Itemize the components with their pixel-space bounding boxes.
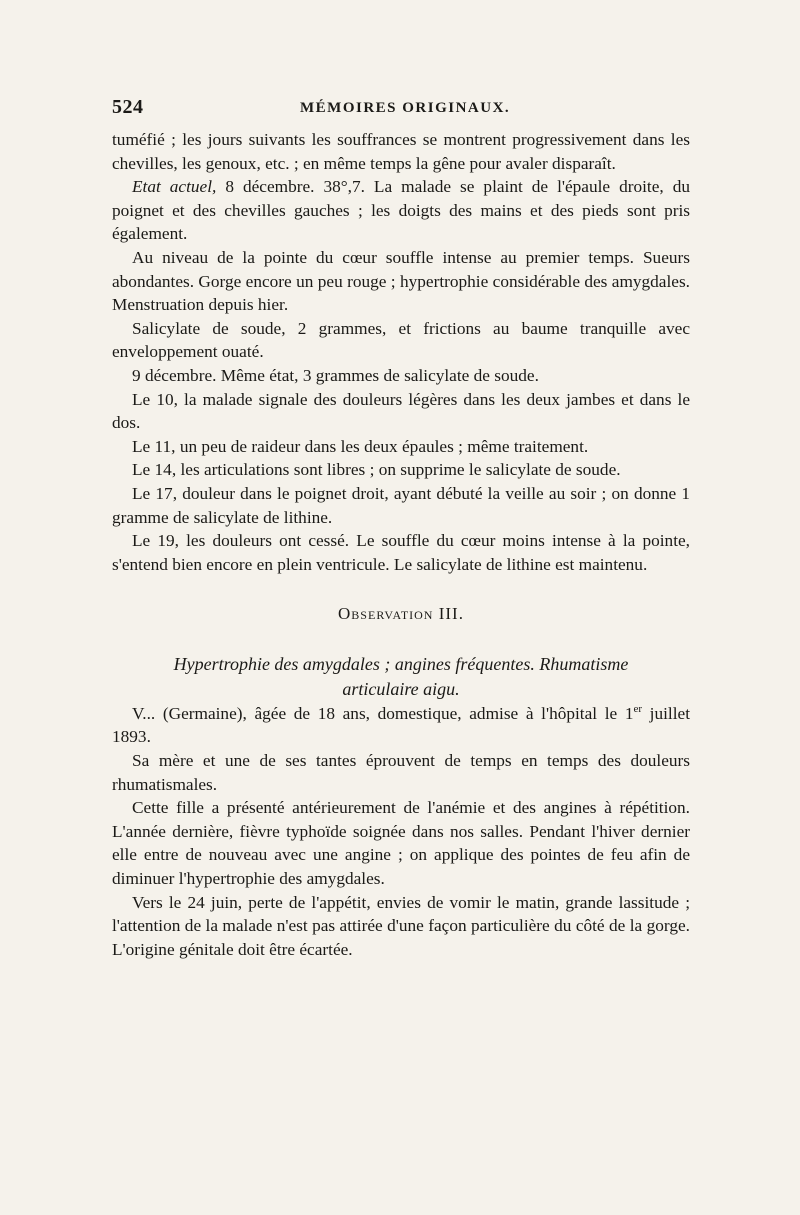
italic-lead: Etat actuel, — [132, 177, 217, 197]
paragraph — [112, 175, 690, 246]
superscript: er — [633, 703, 643, 716]
paragraph: Salicylate de soude, 2 grammes, et frictions au baume tranquille avec enveloppement ouaté. — [112, 318, 690, 362]
page-body — [112, 128, 690, 961]
paragraph: Le 17, douleur dans le poignet droit, ayant débuté la veille au soir ; on donne 1 gramme de salicylate de lithine. — [112, 483, 690, 527]
paragraph: Le 14, les articulations sont libres ; on supprime le salicylate de soude. — [132, 460, 621, 480]
paragraph: Cette fille a présenté antérieurement de l'anémie et des angines à répétition. L'année dernière, fièvre typhoïde soignée dans nos salles. Pendant l'hiver dernier elle entre de nouveau avec une angine ; on applique des pointes de feu afin de diminuer l'hypertrophie des amygdales. — [112, 798, 690, 889]
observation-subtitle — [112, 652, 690, 702]
running-title: MÉMOIRES ORIGINAUX. — [300, 100, 511, 116]
subtitle-line-1: Hypertrophie des amygdales ; angines fréquentes. Rhumatisme — [173, 653, 629, 674]
paragraph: Le 10, la malade signale des douleurs légères dans les deux jambes et dans le dos. — [112, 389, 690, 433]
paragraph-text: juillet 1893. — [112, 703, 690, 747]
paragraph: Le 11, un peu de raideur dans les deux épaules ; même traitement. — [132, 436, 589, 456]
paragraph-text: 8 décembre. 38°,7. La malade se plaint de l'épaule droite, du poignet et des chevilles gauches ; les doigts des mains et des pieds sont pris également. — [112, 177, 690, 244]
paragraph: Vers le 24 juin, perte de l'appétit, envies de vomir le matin, grande lassitude ; l'attention de la malade n'est pas attirée d'une façon particulière du côté de la gorge. L'origine génitale doit être écartée. — [112, 892, 690, 959]
observation-heading: Observation III. — [338, 604, 464, 624]
paragraph — [112, 702, 690, 749]
paragraph-text: V... (Germaine), âgée de 18 ans, domestique, admise à l'hôpital le 1 — [132, 703, 634, 723]
subtitle-line-2: articulaire aigu. — [342, 678, 460, 699]
paragraph: Sa mère et une de ses tantes éprouvent de temps en temps des douleurs rhumatismales. — [112, 751, 690, 794]
paragraph: Le 19, les douleurs ont cessé. Le souffle du cœur moins intense à la pointe, s'entend bien encore en plein ventricule. Le salicylate de lithine est maintenu. — [112, 531, 690, 574]
paragraph: Au niveau de la pointe du cœur souffle intense au premier temps. Sueurs abondantes. Gorge encore un peu rouge ; hypertrophie considérable des amygdales. Menstruation depuis hier. — [112, 247, 690, 315]
paragraph: tuméfié ; les jours suivants les souffrances se montrent progressivement dans les chevilles, les genoux, etc. ; en même temps la gêne pour avaler disparaît. — [112, 130, 690, 173]
paragraph: 9 décembre. Même état, 3 grammes de salicylate de soude. — [132, 365, 539, 385]
page-number: 524 — [112, 96, 144, 118]
page-header — [112, 96, 692, 124]
